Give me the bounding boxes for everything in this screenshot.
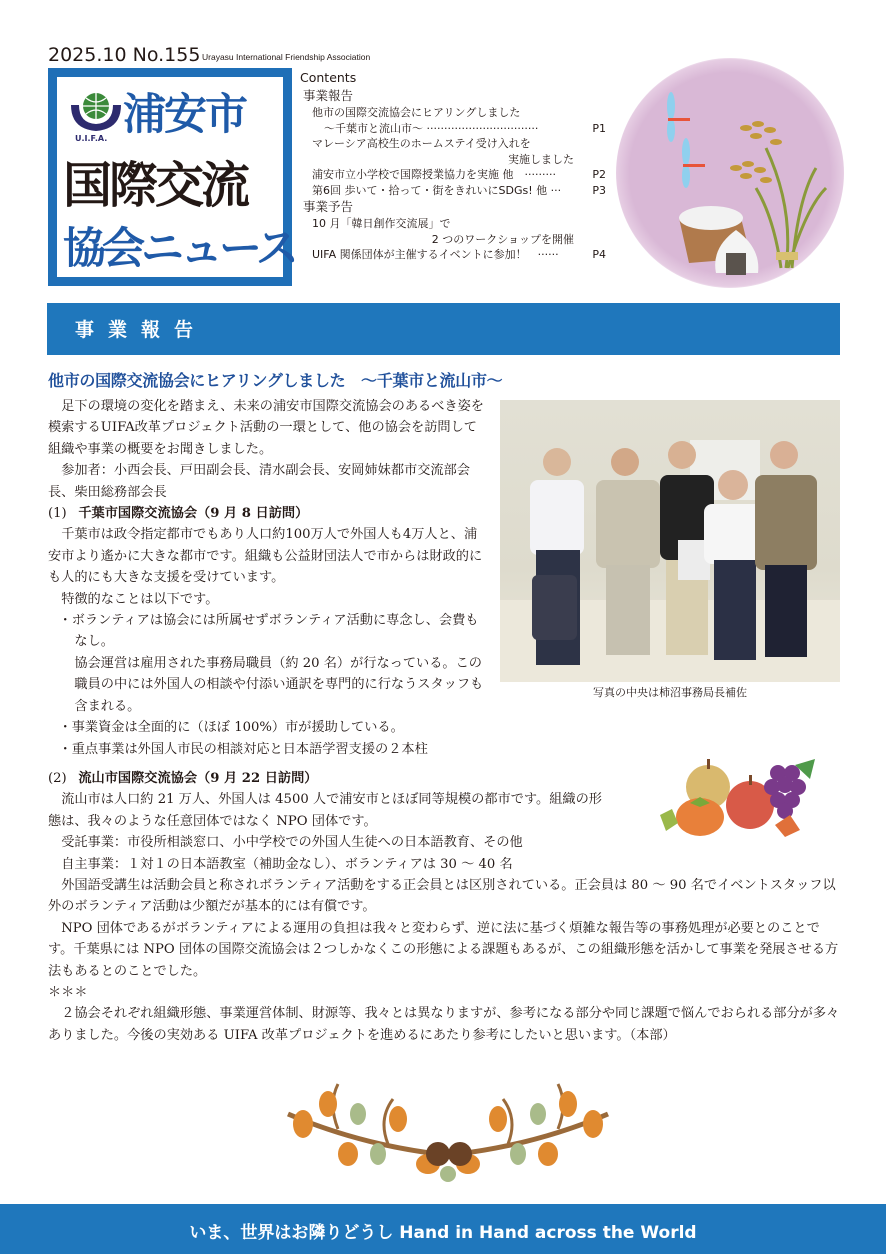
dragonfly-icon: [667, 92, 690, 142]
toc-item-cont[interactable]: 実施しました: [508, 152, 574, 166]
photo-caption: 写真の中央は柿沼事務局長補佐: [593, 686, 747, 699]
masthead-city: 浦安市: [123, 90, 246, 140]
issue-number: 2025.10 No.155: [48, 44, 201, 66]
chiba-bullet-cont: 協会運営は雇用された事務局職員（約 20 名）が行なっている。この職員の中には外国人の相談や付添い通訳を専門的に行なうスタッフも含まれる。: [74, 655, 484, 714]
nagareyama-heading: (2) 流山市国際交流協会（9 月 22 日訪問）: [48, 771, 318, 786]
footer-tagline: いま、世界はお隣りどうし Hand in Hand across the World: [189, 1223, 697, 1243]
section-band: [47, 303, 840, 355]
footer-band: [0, 1204, 886, 1254]
masthead-news: 協会ニュース: [63, 224, 295, 274]
table-of-contents: [300, 70, 606, 263]
nagareyama-npo: NPO 団体であるがボランティアによる運用の負担は我々と変わらず、逆に法に基づく煩雑な報告等の事務処理が必要とのことです。千葉県には NPO 団体の国際交流協会は２つしかなくこの形態による課題もあるが、この組織形態を活かして事業を発展させる方法もあるとのことでした。: [48, 920, 839, 979]
toc-item-cont[interactable]: 2 つのワークショップを開催: [431, 232, 574, 246]
organization-name-en: Urayasu International Friendship Association: [202, 52, 371, 62]
autumn-rice-illustration: [616, 58, 844, 288]
chiba-heading: (1) 千葉市国際交流協会（9 月 8 日訪問）: [48, 506, 309, 522]
masthead: [48, 68, 295, 286]
photo-people-icon: [500, 400, 840, 682]
article-body-left: [48, 396, 488, 760]
conclusion-paragraph: ２協会それぞれ組織形態、事業運営体制、財源等、我々とは異なりますが、参考になる部分や同じ課題で悩んでおられる部分が多々ありました。今後の実効ある UIFA 改革プロジェクトを進めるにあたり参考にしたいと思います。（本部）: [48, 1006, 840, 1043]
group-photo: [500, 400, 840, 682]
chiba-bullet: ・ボランティアは協会には所属せずボランティア活動に専念し、会費もなし。: [58, 613, 479, 650]
chiba-bullet: ・事業資金は全面的に（ほぼ 100%）市が援助している。: [58, 720, 404, 736]
dragonfly-icon: [682, 138, 705, 188]
uifa-logo-icon: [69, 89, 123, 143]
article-title: 他市の国際交流協会にヒアリングしました 〜千葉市と流山市〜: [48, 371, 503, 390]
article-body-full: [48, 875, 844, 1046]
toc-item[interactable]: 浦安市立小学校で国際授業協力を実施 他 ········· P2: [312, 168, 606, 181]
chiba-features-intro: 特徴的なことは以下です。: [61, 591, 219, 607]
svg-text:U.I.F.A.: U.I.F.A.: [75, 134, 108, 143]
nagareyama-own: 自主事業：１対１の日本語教室（補助金なし）、ボランティアは 30 〜 40 名: [61, 856, 513, 872]
rice-harvest-icon: [616, 58, 844, 288]
article-body-nagareyama: [48, 768, 648, 875]
participants-paragraph: 参加者：小西会長、戸田副会長、清水副会長、安岡姉妹都市交流部会長、柴田総務部会長: [48, 463, 470, 500]
chiba-bullet: ・重点事業は外国人市民の相談対応と日本語学習支援の２本柱: [58, 741, 428, 757]
nagareyama-paragraph: 流山市は人口約 21 万人、外国人は 4500 人で浦安市とほぼ同等規模の都市です。組織の形態は、我々のような任意団体ではなく NPO 団体です。: [48, 792, 602, 829]
toc-section-report: 事業報告: [303, 88, 354, 103]
separator: ＊＊＊: [48, 985, 88, 1001]
toc-item[interactable]: 第6回 歩いて・拾って・街をきれいにSDGs! 他 ··· P3: [312, 183, 606, 197]
toc-heading: Contents: [300, 70, 357, 85]
toc-item[interactable]: マレーシア高校生のホームステイ受け入れを: [312, 137, 531, 150]
toc-item[interactable]: 他市の国際交流協会にヒアリングしました: [312, 106, 521, 119]
autumn-garland-icon: [268, 1074, 628, 1182]
intro-paragraph: 足下の環境の変化を踏まえ、未来の浦安市国際交流協会のあるべき姿を模索するUIFA改革プロジェクト活動の一環として、他の協会を訪問して組織や事業の概要をお聞きしました。: [48, 399, 484, 457]
nagareyama-contract: 受託事業：市役所相談窓口、小中学校での外国人生徒への日本語教育、その他: [61, 835, 523, 851]
toc-item[interactable]: 10 月「韓日創作交流展」で: [312, 217, 451, 230]
section-title: 事業報告: [75, 319, 208, 341]
autumn-fruits-icon: [650, 745, 820, 845]
chiba-paragraph: 千葉市は政令指定都市でもあり人口約100万人で外国人も4万人と、浦安市より遙かに大きな都市です。組織も公益財団法人で市からは財政的にも人的にも大きな支援を受けています。: [48, 527, 483, 586]
masthead-international: 国際交流: [63, 157, 248, 214]
toc-item-cont[interactable]: 〜千葉市と流山市〜 ································ P1: [324, 121, 606, 135]
nagareyama-members: 外国語受講生は活動会員と称されボランティア活動をする正会員とは区別されている。正会員は 80 〜 90 名でイベントスタッフ以外のボランティア活動は少額だが基本的には有償です。: [48, 878, 836, 915]
toc-item[interactable]: UIFA 関係団体が主催するイベントに参加！ ······ P4: [312, 248, 606, 261]
toc-section-upcoming: 事業予告: [303, 199, 354, 214]
